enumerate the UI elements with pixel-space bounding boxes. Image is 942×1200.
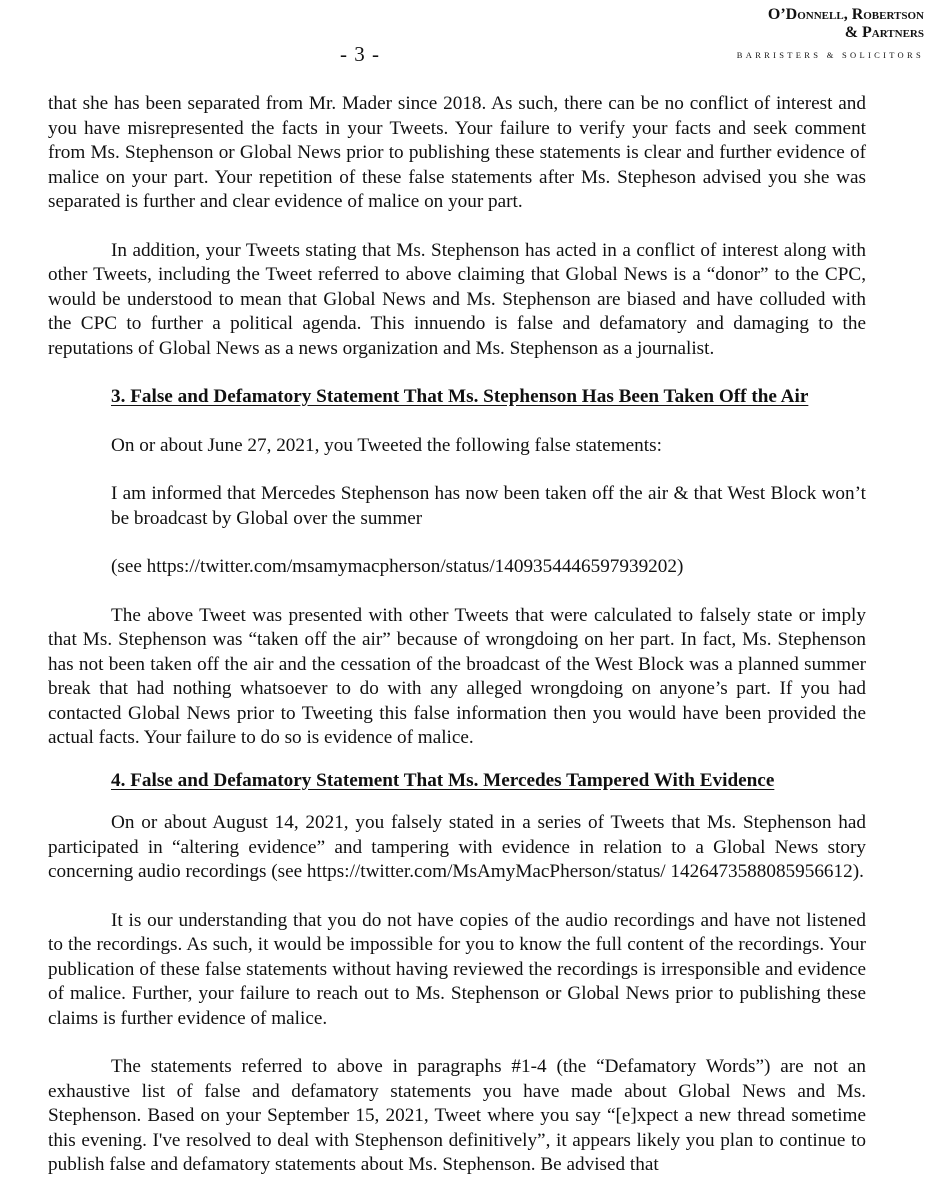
page-number: - 3 - <box>340 42 380 66</box>
paragraph-recordings: It is our understanding that you do not have copies of the audio recordings and have not listened to the recordings. As such, it would be impossible for you to know the full content of the recordings. Your publication of these false statements without having reviewed the recordings is irresponsible and evidence of malice. Further, your failure to reach out to Ms. Stephenson or Global News prior to publishing these claims is further evidence of malice. <box>48 909 866 1029</box>
quoted-tweet: I am informed that Mercedes Stephenson has now been taken off the air & that West Block won’t be broadcast by Global over the summer <box>111 483 866 529</box>
firm-name-line1: O’Donnell, Robertson <box>767 6 924 23</box>
paragraph-separation: that she has been separated from Mr. Mader since 2018. As such, there can be no conflict of interest and you have misrepresented the facts in your Tweets. Your failure to verify your facts and seek comment from Ms. Stephenson or Global News prior to publishing these statements is clear and further evidence of malice on your part. Your repetition of these false statements after Ms. Stepheson advised you she was separated is further and clear evidence of malice on your part. <box>48 93 866 212</box>
paragraph-june-27: On or about June 27, 2021, you Tweeted the following false statements: <box>111 434 662 456</box>
section-heading-4: 4. False and Defamatory Statement That Ms. Mercedes Tampered With Evidence <box>111 769 775 791</box>
firm-name-line2: & Partners <box>844 24 924 41</box>
letter-body <box>48 92 866 1178</box>
paragraph-off-air: The above Tweet was presented with other Tweets that were calculated to falsely state or imply that Ms. Stephenson was “taken off the air” because of wrongdoing on her part. In fact, Ms. Stephenson has not been taken off the air and the cessation of the broadcast of the West Block was a planned summer break that had nothing whatsoever to do with any alleged wrongdoing on anyone’s part. If you had contacted Global News prior to Tweeting this false information then you would have been provided the actual facts. Your failure to do so is evidence of malice. <box>48 604 866 748</box>
tweet-citation: (see https://twitter.com/msamymacpherson/status/1409354446597939202) <box>111 556 684 577</box>
firm-tagline: BARRISTERS & SOLICITORS <box>736 50 924 60</box>
section-heading-3: 3. False and Defamatory Statement That Ms. Stephenson Has Been Taken Off the Air <box>111 386 809 407</box>
paragraph-defamatory-words: The statements referred to above in paragraphs #1-4 (the “Defamatory Words”) are not an exhaustive list of false and defamatory statements you have made about Global News and Ms. Stephenson. Based on your September 15, 2021, Tweet where you say “[e]xpect a new thread sometime this evening. I've resolved to deal with Stephenson definitively”, it appears likely you plan to continue to publish false and defamatory statements about Ms. Stephenson. Be advised that <box>48 1056 866 1175</box>
firm-letterhead <box>737 6 924 60</box>
paragraph-innuendo: In addition, your Tweets stating that Ms. Stephenson has acted in a conflict of interest along with other Tweets, including the Tweet referred to above claiming that Global News is a “donor” to the CPC, would be understood to mean that Global News and Ms. Stephenson are biased and have colluded with the CPC to further a political agenda. This innuendo is false and defamatory and damaging to the reputations of Global News as a news organization and Ms. Stephenson as a journalist. <box>48 239 866 359</box>
paragraph-august-14: On or about August 14, 2021, you falsely stated in a series of Tweets that Ms. Stephenson had participated in “altering evidence” and tampering with evidence in relation to a Global News story concerning audio recordings (see https://twitter.com/MsAmyMacPherson/status/ 1426473588085956612). <box>48 812 866 882</box>
